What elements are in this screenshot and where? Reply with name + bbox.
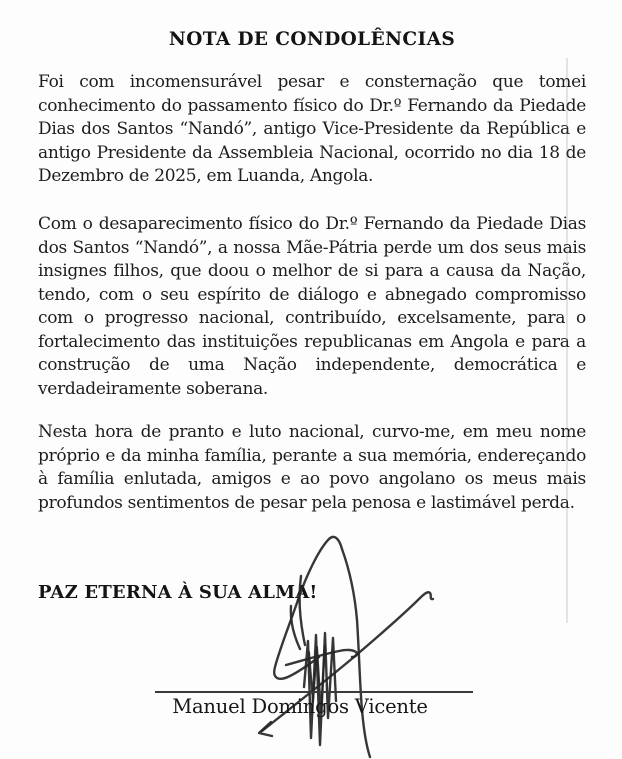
closing-line: PAZ ETERNA À SUA ALMA! bbox=[38, 582, 318, 603]
paragraph-1: Foi com incomensurável pesar e consternação que tomei conhecimento do passamento físico do Dr.º Fernando da Piedade Dias dos Santos “Nandó”, antigo Vice-Presidente da República e antigo Presidente da Assembleia Nacional, ocorrido no dia 18 de Dezembro de 2025, em Luanda, Angola. bbox=[38, 72, 586, 186]
signatory-name: Manuel Domingos Vicente bbox=[172, 695, 428, 718]
signature-block bbox=[155, 691, 473, 718]
paragraph-3: Nesta hora de pranto e luto nacional, curvo-me, em meu nome próprio e da minha família, perante a sua memória, endereçando à família enlutada, amigos e ao povo angolano os meus mais profundos sentimentos de pesar pela penosa e lastimável perda. bbox=[38, 422, 586, 513]
document-title: NOTA DE CONDOLÊNCIAS bbox=[168, 29, 456, 50]
signature-scribble-icon bbox=[246, 520, 442, 759]
paragraph-2: Com o desaparecimento físico do Dr.º Fernando da Piedade Dias dos Santos “Nandó”, a nossa Mãe-Pátria perde um dos seus mais insignes filhos, que doou o melhor de si para a causa da Nação, tendo, com o seu espírito de diálogo e abnegado compromisso com o progresso nacional, contribuído, excelsamente, para o fortalecimento das instituições republicanas em Angola e para a construção de uma Nação independente, democrática e verdadeiramente soberana. bbox=[38, 214, 586, 399]
